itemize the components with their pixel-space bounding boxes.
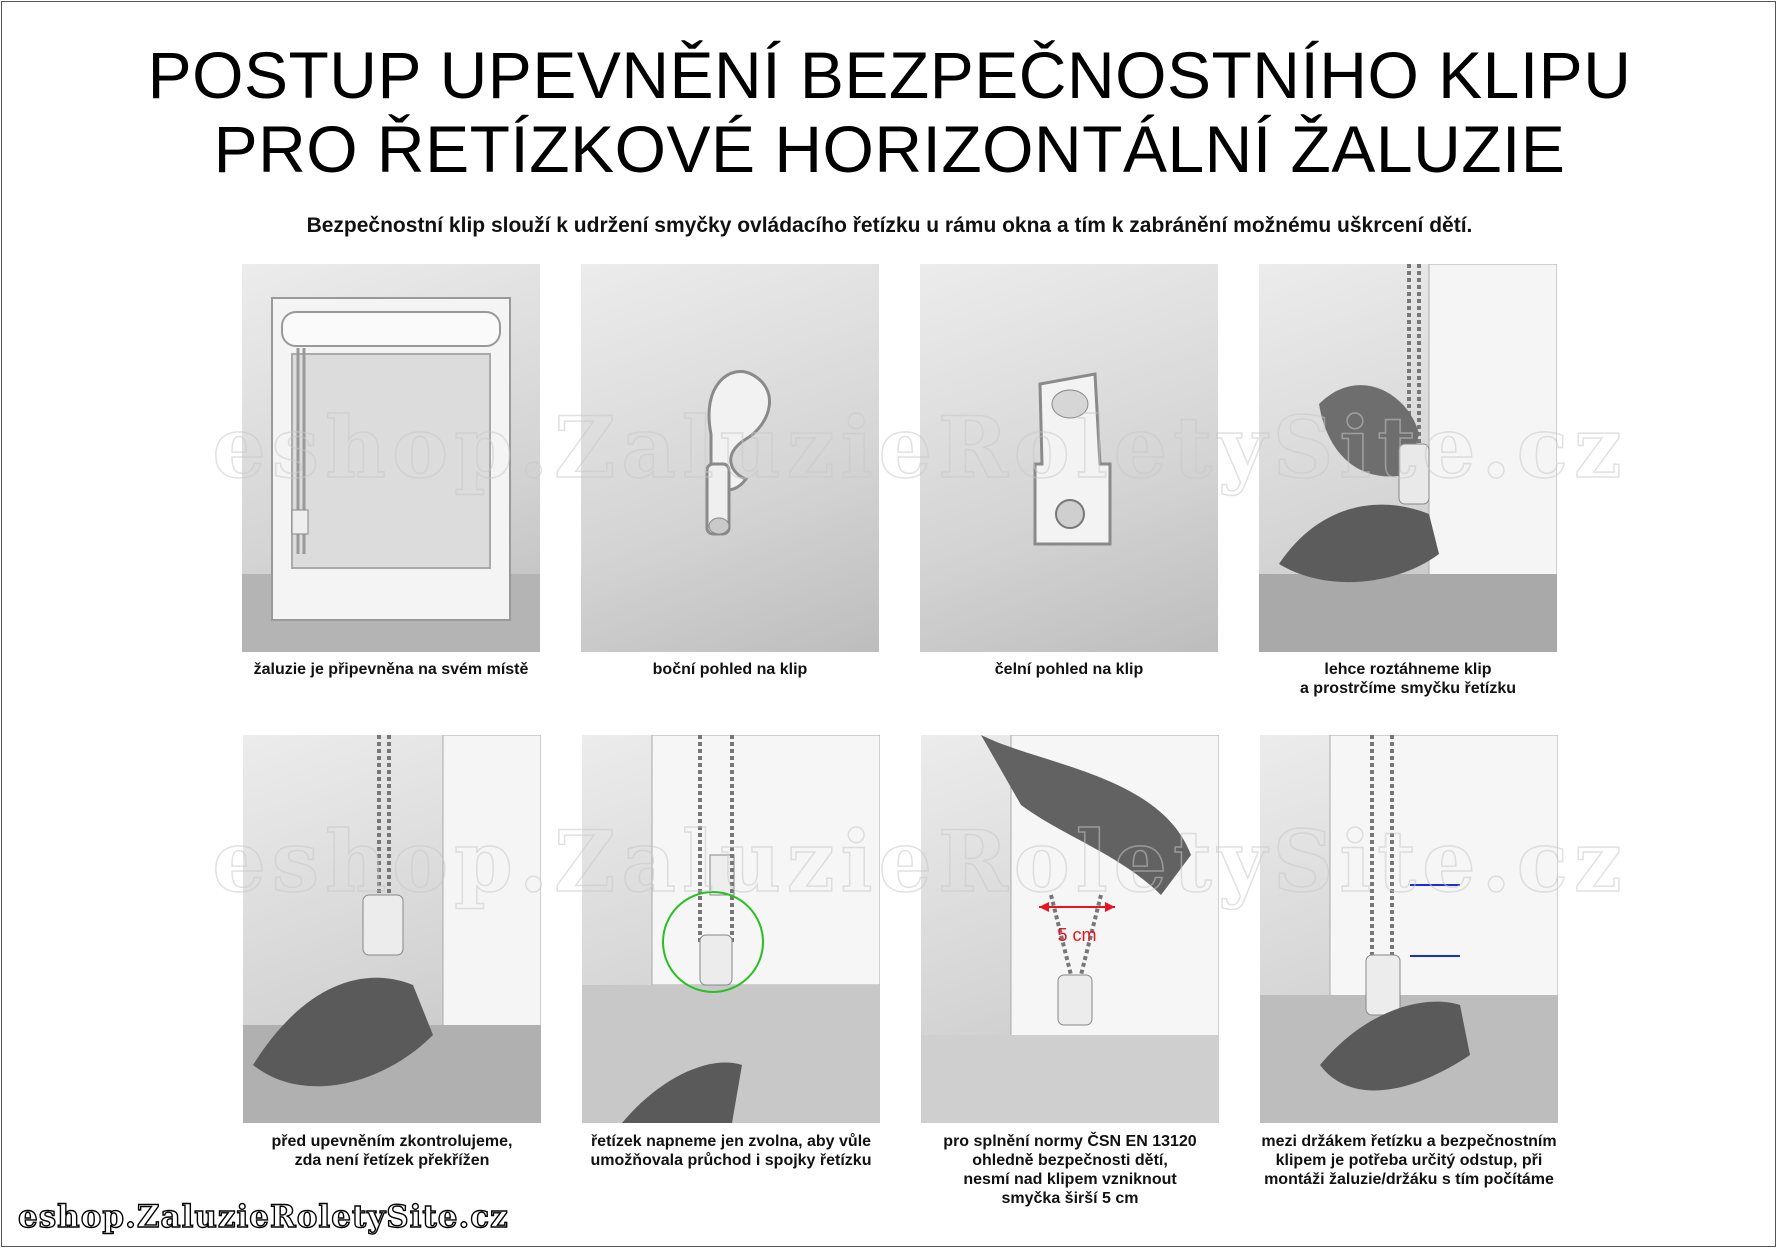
photo-clip-side <box>581 264 879 652</box>
page-title <box>0 38 1779 186</box>
caption-step-2: boční pohled na klip <box>652 661 808 678</box>
photo-measure-loop <box>921 735 1219 1123</box>
photo-check-chain <box>243 735 541 1123</box>
caption-step-7: pro splnění normy ČSN EN 13120 ohledně bezpečnosti dětí, nesmí nad klipem vzniknout smyčka širší 5 cm <box>943 1133 1197 1207</box>
caption-step-5: před upevněním zkontrolujeme, zda není řetízek překřížen <box>271 1133 513 1169</box>
caption-step-8: mezi držákem řetízku a bezpečnostním klipem je potřeba určitý odstup, při montáži žaluzie/držáku s tím počítáme <box>1261 1133 1557 1188</box>
footer-url: eshop.ZaluzieRoletySite.cz <box>18 1199 509 1235</box>
title-line-1: POSTUP UPEVNĚNÍ BEZPEČNOSTNÍHO KLIPU <box>147 38 1632 112</box>
caption-step-4: lehce roztáhneme klip a prostrčíme smyčku řetízku <box>1299 661 1517 697</box>
watermark-row-2: eshop.ZaluzieRoletySite.cz <box>212 812 1628 911</box>
photo-tension-chain <box>582 735 880 1123</box>
caption-step-6: řetízek napneme jen zvolna, aby vůle umožňovala průchod i spojky řetízku <box>590 1133 872 1169</box>
photo-clip-front <box>920 264 1218 652</box>
title-line-2: PRO ŘETÍZKOVÉ HORIZONTÁLNÍ ŽALUZIE <box>213 112 1566 186</box>
measure-label: 5 cm <box>1057 925 1097 945</box>
photo-spread-clip <box>1259 264 1557 652</box>
subtitle: Bezpečnostní klip slouží k udržení smyčky ovládacího řetízku u rámu okna a tím k zabránění možnému uškrcení dětí. <box>306 214 1473 237</box>
caption-step-1: žaluzie je připevněna na svém místě <box>253 661 529 678</box>
photo-clip-distance <box>1260 735 1558 1123</box>
caption-step-3: čelní pohled na klip <box>994 661 1144 678</box>
photo-blind-installed <box>242 264 540 652</box>
